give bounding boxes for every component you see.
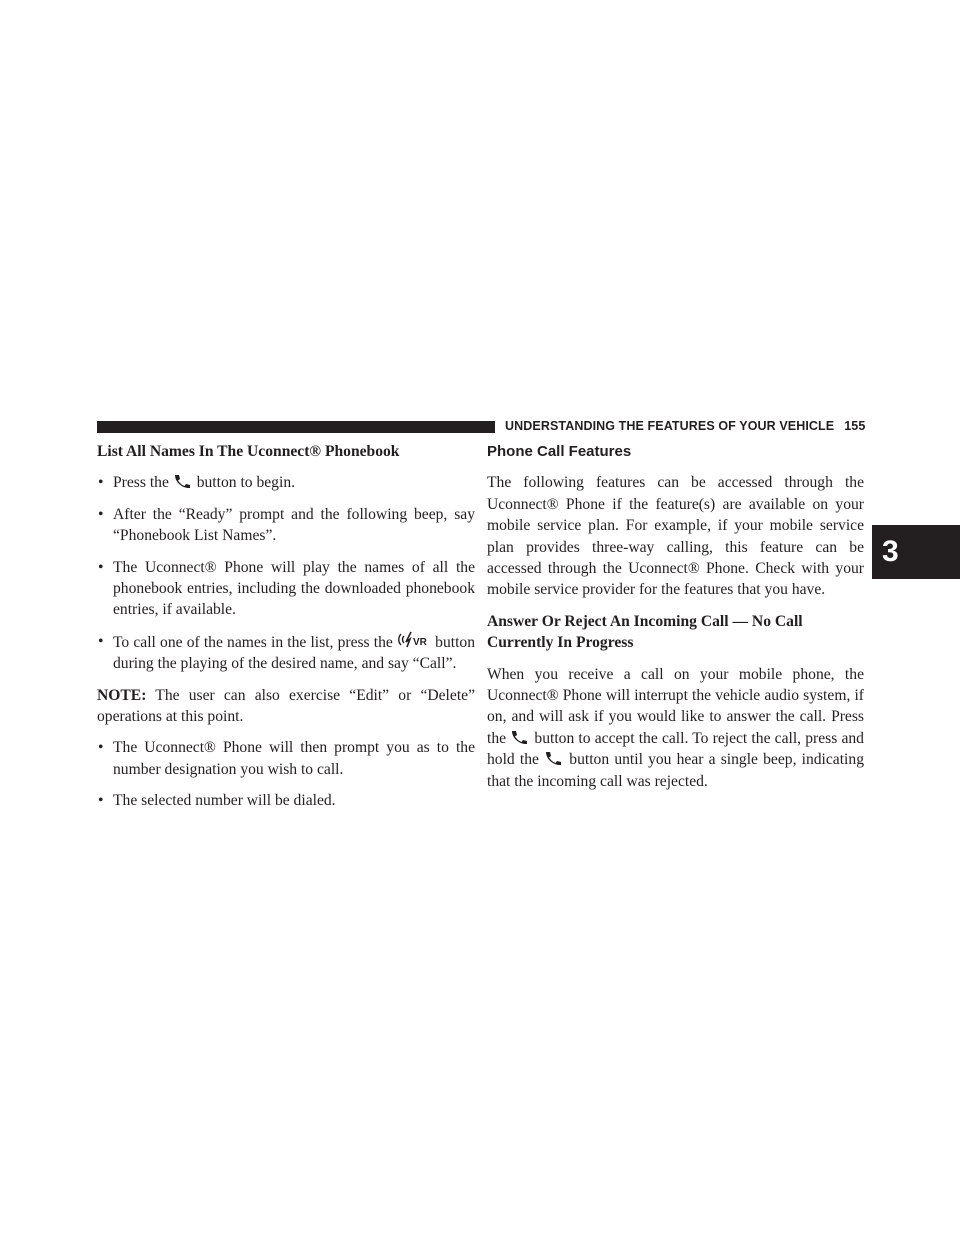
- note-paragraph: NOTE: The user can also exercise “Edit” or “Delete” operations at this point.: [97, 686, 475, 726]
- list-item: • The Uconnect® Phone will then prompt you as to the number designation you wish to call.: [97, 737, 475, 780]
- left-column: [97, 441, 475, 822]
- note-label: NOTE:: [97, 686, 147, 704]
- phone-icon: [173, 474, 193, 489]
- steps-list-continued: [97, 737, 475, 811]
- right-column: [487, 441, 864, 802]
- list-item: • The selected number will be dialed.: [97, 790, 475, 811]
- svg-text:VR: VR: [412, 636, 427, 648]
- list-item: • The Uconnect® Phone will play the names of all the phonebook entries, including the downloaded phonebook entries, if available.: [97, 557, 475, 621]
- chapter-tab: 3: [872, 525, 960, 579]
- steps-list: [97, 472, 475, 674]
- list-item: • Press the button to begin.: [97, 472, 475, 493]
- answer-reject-paragraph: When you receive a call on your mobile phone, the Uconnect® Phone will interrupt the vehicle audio system, if on, and will ask if you would like to answer the call. Press the button to accept the call. To reject the call, press and hold the button until you hear a single beep, indicating that the incoming call was rejected.: [487, 665, 864, 790]
- phone-icon: [544, 751, 564, 766]
- answer-reject-heading: Answer Or Reject An Incoming Call — No Call Currently In Progress: [487, 612, 803, 652]
- phone-icon: [510, 730, 530, 745]
- page-number: 155: [844, 419, 866, 433]
- phone-call-features-heading: Phone Call Features: [487, 443, 632, 460]
- voice-recognition-icon: [397, 631, 431, 649]
- list-item: • After the “Ready” prompt and the following beep, say “Phonebook List Names”.: [97, 504, 475, 547]
- running-header: [505, 419, 865, 433]
- header-rule: [97, 421, 495, 433]
- phonebook-heading: List All Names In The Uconnect® Phonebook: [97, 443, 400, 460]
- list-item: • To call one of the names in the list, press the VR button during the playing of the desired name, and say “Call”.: [97, 631, 475, 675]
- intro-paragraph: The following features can be accessed through the Uconnect® Phone if the feature(s) are available on your mobile service plan. For example, if your mobile service plan provides three-way calling, this feature can be accessed through the Uconnect® Phone. Check with your mobile service provider for the features that you have.: [487, 474, 864, 599]
- section-title: UNDERSTANDING THE FEATURES OF YOUR VEHICLE: [505, 419, 835, 433]
